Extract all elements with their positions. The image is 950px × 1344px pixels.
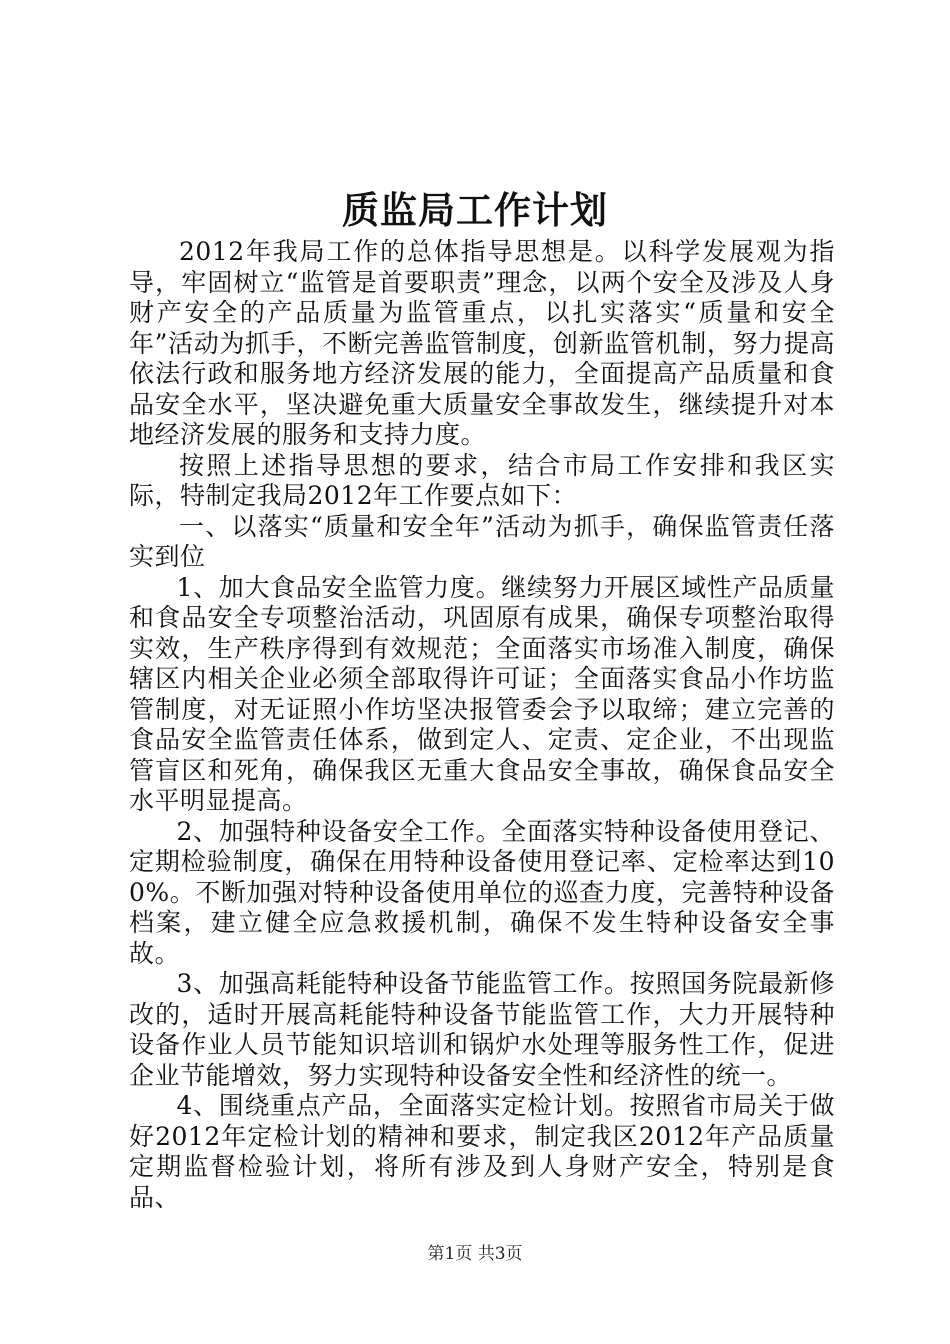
- paragraph-item-4: 4、围绕重点产品，全面落实定检计划。按照省市局关于做好2012年定检计划的精神和要求，制定我区2012年产品质量定期监督检验计划，将所有涉及到人身财产安全，特别是食品、: [129, 1091, 835, 1212]
- paragraph-item-1: 1、加大食品安全监管力度。继续努力开展区域性产品质量和食品安全专项整治活动，巩固原有成果，确保专项整治取得实效，生产秩序得到有效规范；全面落实市场准入制度，确保辖区内相关企业必须全部取得许可证；全面落实食品小作坊监管制度，对无证照小作坊坚决报管委会予以取缔；建立完善的食品安全监管责任体系，做到定人、定责、定企业，不出现监管盲区和死角，确保我区无重大食品安全事故，确保食品安全水平明显提高。: [129, 572, 835, 815]
- paragraph-work-points-intro: 按照上述指导思想的要求，结合市局工作安排和我区实际，特制定我局2012年工作要点如下：: [129, 450, 835, 510]
- page-number-footer: 第1页 共3页: [427, 1244, 523, 1264]
- paragraph-guiding-ideology: 2012年我局工作的总体指导思想是。以科学发展观为指导，牢固树立“监管是首要职责”理念，以两个安全及涉及人身财产安全的产品质量为监管重点，以扎实落实“质量和安全年”活动为抓手，不断完善监管制度，创新监管机制，努力提高依法行政和服务地方经济发展的能力，全面提高产品质量和食品安全水平，坚决避免重大质量安全事故发生，继续提升对本地经济发展的服务和支持力度。: [129, 237, 835, 449]
- paragraph-item-3: 3、加强高耗能特种设备节能监管工作。按照国务院最新修改的，适时开展高耗能特种设备节能监管工作，大力开展特种设备作业人员节能知识培训和锅炉水处理等服务性工作，促进企业节能增效，努力实现特种设备安全性和经济性的统一。: [129, 969, 835, 1090]
- document-body: [129, 237, 835, 1213]
- paragraph-item-2: 2、加强特种设备安全工作。全面落实特种设备使用登记、定期检验制度，确保在用特种设备使用登记率、定检率达到100%。不断加强对特种设备使用单位的巡查力度，完善特种设备档案，建立健全应急救援机制，确保不发生特种设备安全事故。: [129, 816, 835, 968]
- section-heading-1: 一、以落实“质量和安全年”活动为抓手，确保监管责任落实到位: [129, 511, 835, 571]
- document-title: 质监局工作计划: [342, 188, 608, 232]
